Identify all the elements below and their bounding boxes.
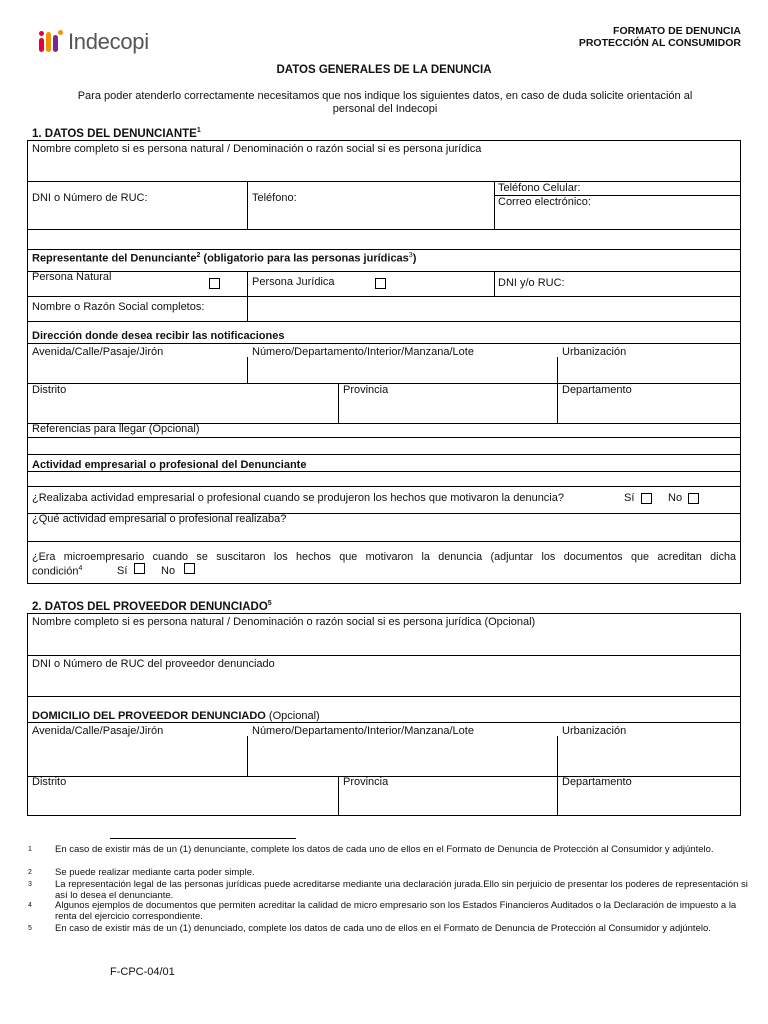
actividad-heading: Actividad empresarial o profesional del Denunciante [32,459,307,471]
form-title-line2: PROTECCIÓN AL CONSUMIDOR [578,37,741,49]
micro-si-checkbox[interactable] [134,563,145,574]
footnote-1 [28,844,748,855]
urbanizacion-label: Urbanización [562,346,627,358]
indecopi-logo-icon [38,29,64,55]
departamento-label: Departamento [562,384,632,396]
proveedor-numero-label: Número/Departamento/Interior/Manzana/Lote [252,725,474,737]
full-name-label: Nombre completo si es persona natural / Denominación o razón social si es persona jurídica [32,143,482,155]
intro-text [40,90,730,116]
section1-heading-text: 1. DATOS DEL DENUNCIANTE [32,127,197,140]
proveedor-dni-label: DNI o Número de RUC del proveedor denunciado [32,658,275,670]
rep-close: ) [412,252,417,265]
section2-box [27,613,741,816]
direccion-heading: Dirección donde desea recibir las notificaciones [32,330,285,342]
footnote-1-num: 1 [28,846,32,853]
rep-heading-text: Representante del Denunciante [32,252,197,265]
persona-natural-label: Persona Natural [32,271,112,283]
avenida-label: Avenida/Calle/Pasaje/Jirón [32,346,164,358]
dni-ruc-label: DNI o Número de RUC: [32,192,148,204]
domicilio-heading-text: DOMICILIO DEL PROVEEDOR DENUNCIADO [32,710,266,722]
correo-label: Correo electrónico: [498,196,591,208]
footnote-4 [28,900,748,922]
numero-label: Número/Departamento/Interior/Manzana/Lote [252,346,474,358]
section2-heading [32,600,272,613]
microempresario-condicion [32,565,82,578]
brand-name: Indecopi [68,29,149,54]
persona-natural-checkbox[interactable] [209,278,220,289]
domicilio-opcional: (Opcional) [265,710,320,722]
intro-line1: Para poder atenderlo correctamente necesitamos que nos indique los siguientes datos, en caso de duda solicite orientación al [77,90,693,102]
proveedor-provincia-label: Provincia [343,776,389,788]
micro-no-checkbox[interactable] [184,563,195,574]
footnote-2 [28,867,748,878]
proveedor-distrito-label: Distrito [32,776,67,788]
proveedor-name-label: Nombre completo si es persona natural / Denominación o razón social si es persona jurídica (Opcional) [32,616,536,628]
microempresario-question: ¿Era microempresario cuando se suscitaron los hechos que motivaron la denuncia (adjuntar los documentos que acreditan dicha [32,551,736,563]
dni-y-ruc-label: DNI y/o RUC: [498,277,565,289]
form-type-header [579,25,741,49]
realizaba-si-label: Sí [624,492,635,504]
telefono-label: Teléfono: [252,192,297,204]
form-title-line1: FORMATO DE DENUNCIA [613,25,741,37]
que-actividad-question: ¿Qué actividad empresarial o profesional realizaba? [32,513,287,525]
proveedor-urbanizacion-label: Urbanización [562,725,627,737]
provincia-label: Provincia [343,384,389,396]
section2-heading-text: 2. DATOS DEL PROVEEDOR DENUNCIADO [32,600,268,613]
footnote-separator [110,838,296,839]
razon-social-label: Nombre o Razón Social completos: [32,301,205,313]
footnote-5-num: 5 [28,925,32,932]
persona-juridica-label: Persona Jurídica [252,276,335,288]
persona-juridica-checkbox[interactable] [375,278,386,289]
realizaba-no-label: No [668,492,683,504]
celular-label: Teléfono Celular: [498,182,581,194]
footnote-4-num: 4 [28,902,32,909]
micro-no-label: No [161,565,176,577]
proveedor-departamento-label: Departamento [562,776,632,788]
condicion-text: condición [32,565,79,578]
micro-si-label: Sí [117,565,128,577]
indecopi-logo [38,27,168,57]
footnote-5-text: En caso de existir más de un (1) denunciado, complete los datos de cada uno de ellos en el Formato de Denuncia de Protección al Consumidor y adjúntelo. [55,923,711,934]
realizaba-si-checkbox[interactable] [641,493,652,504]
footnote-ref-3: 3 [408,252,413,259]
representante-heading [32,252,416,265]
footnote-4-text: Algunos ejemplos de documentos que permiten acreditar la calidad de micro empresario son los Estados Financieros Auditados o la Declaración de impuesto a la renta del ejercicio correspondiente. [55,900,737,922]
rep-heading-rest: (obligatorio para las personas jurídicas [200,252,409,265]
footnote-2-text: Se puede realizar mediante carta poder simple. [55,867,255,878]
page-title: DATOS GENERALES DE LA DENUNCIA [276,64,492,76]
referencias-label: Referencias para llegar (Opcional) [32,423,200,435]
intro-line2: personal del Indecopi [332,103,438,115]
footnote-ref-1: 1 [196,127,201,134]
domicilio-heading [32,710,320,722]
footnote-ref-4: 4 [78,565,83,572]
form-code: F-CPC-04/01 [110,966,175,978]
section1-box [27,140,741,584]
section1-heading [32,127,201,140]
footnote-ref-2: 2 [196,252,201,259]
footnote-3-num: 3 [28,881,32,888]
realizaba-no-checkbox[interactable] [688,493,699,504]
footnote-1-text: En caso de existir más de un (1) denunciante, complete los datos de cada uno de ellos en el Formato de Denuncia de Protección al Consumidor y adjúntelo. [55,844,714,855]
footnote-5 [28,923,748,934]
footnote-3-text: La representación legal de las personas jurídicas puede acreditarse mediante una declaración jurada.Ello sin perjuicio de presentar los poderes de representación si así lo desea el denunciante. [55,879,748,901]
footnote-2-num: 2 [28,869,32,876]
footnote-3 [28,879,748,901]
footnote-ref-5: 5 [267,600,272,607]
realizaba-question: ¿Realizaba actividad empresarial o profesional cuando se produjeron los hechos que motivaron la denuncia? [32,492,564,504]
proveedor-avenida-label: Avenida/Calle/Pasaje/Jirón [32,725,164,737]
distrito-label: Distrito [32,384,67,396]
